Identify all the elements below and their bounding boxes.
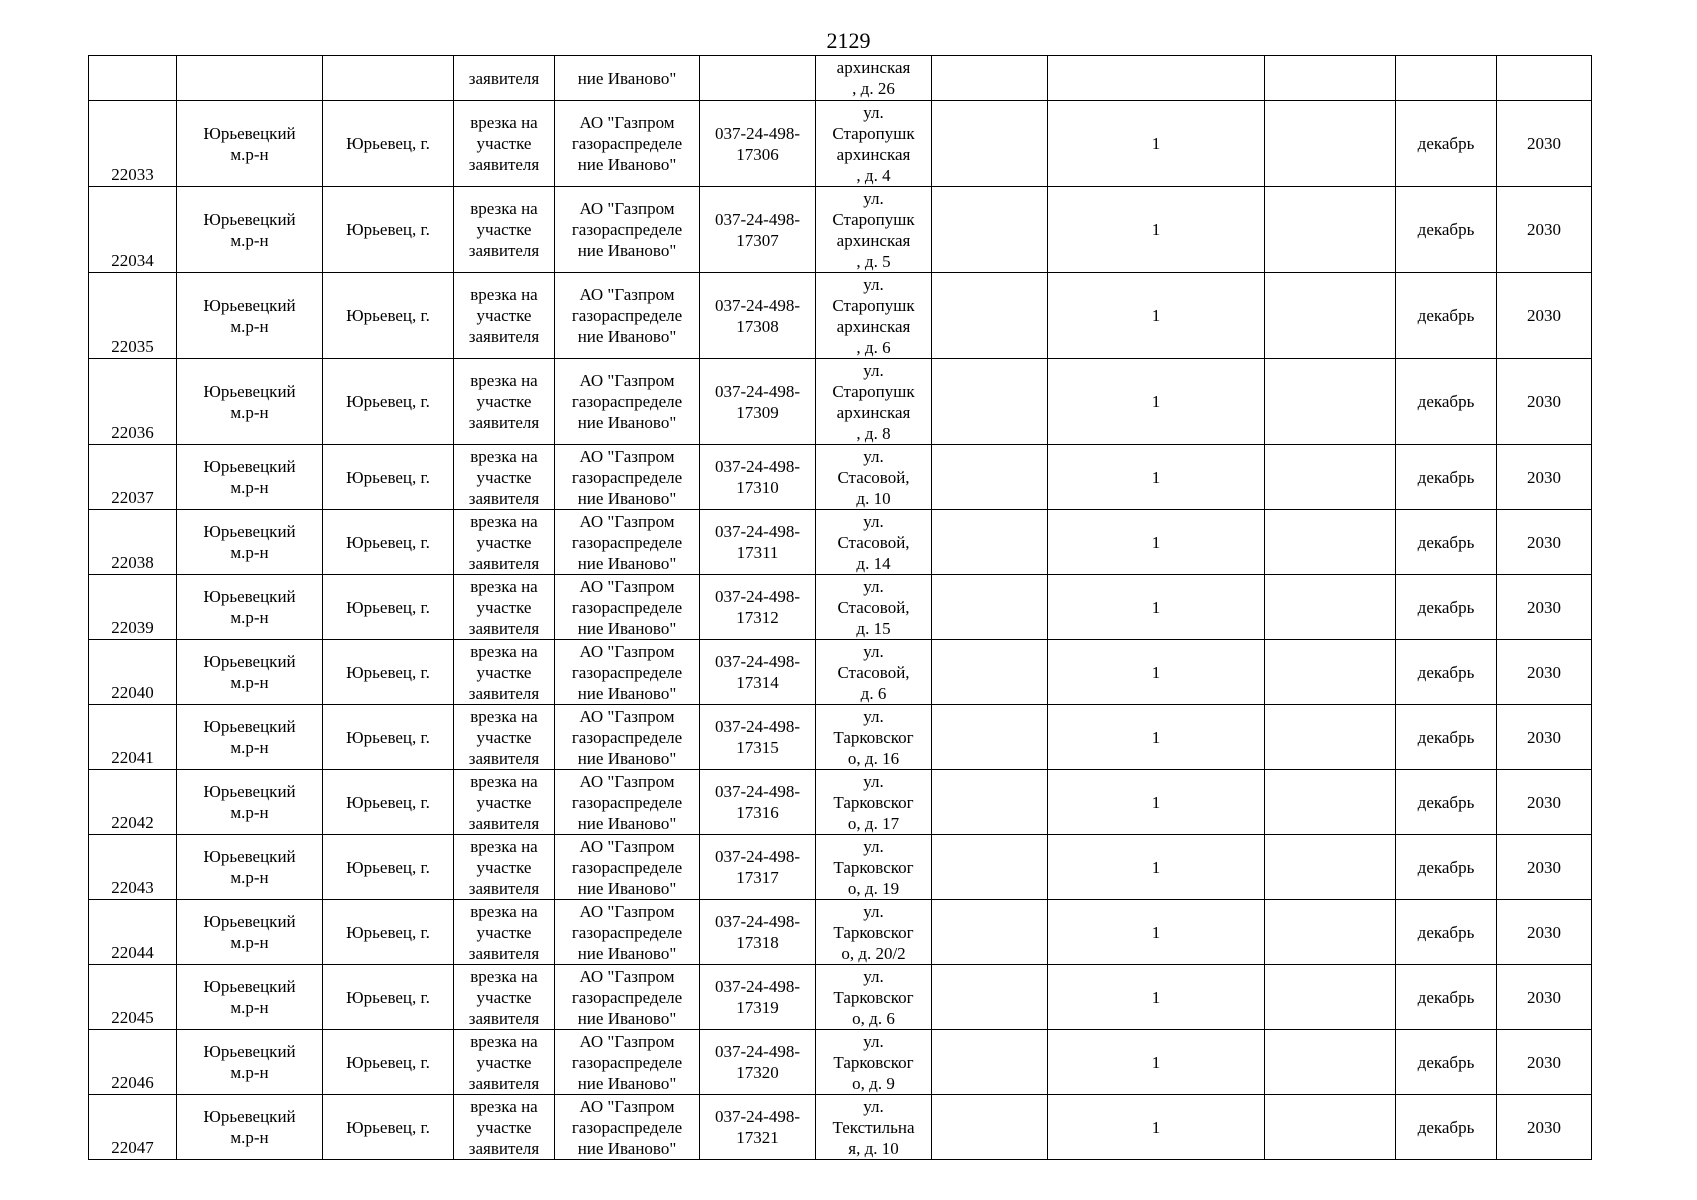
cell-month: декабрь	[1396, 640, 1497, 705]
cell-quantity: 1	[1048, 705, 1265, 770]
cell-address: ул. Стасовой, д. 15	[816, 575, 932, 640]
cell-locality: Юрьевец, г.	[323, 1030, 454, 1095]
cell-month: декабрь	[1396, 273, 1497, 359]
cell-locality: Юрьевец, г.	[323, 510, 454, 575]
cell-row-number: 22041	[89, 705, 177, 770]
cell-year: 2030	[1497, 770, 1592, 835]
cell-empty	[932, 835, 1048, 900]
cell-connection-type: врезка на участке заявителя	[454, 770, 555, 835]
table-row-continued	[89, 56, 1592, 101]
cell-locality	[323, 56, 454, 101]
cell-operator: АО "Газпром газораспределе ние Иваново"	[555, 835, 700, 900]
cell-year: 2030	[1497, 1095, 1592, 1160]
cell-district: Юрьевецкий м.р-н	[177, 640, 323, 705]
cell-address: ул. Тарковског о, д. 16	[816, 705, 932, 770]
cell-object-code: 037-24-498- 17306	[700, 101, 816, 187]
cell-empty	[932, 965, 1048, 1030]
cell-district: Юрьевецкий м.р-н	[177, 1095, 323, 1160]
cell-month: декабрь	[1396, 965, 1497, 1030]
cell-district: Юрьевецкий м.р-н	[177, 187, 323, 273]
cell-connection-type: врезка на участке заявителя	[454, 575, 555, 640]
cell-empty	[1265, 705, 1396, 770]
cell-locality: Юрьевец, г.	[323, 445, 454, 510]
cell-empty	[932, 273, 1048, 359]
cell-connection-type: врезка на участке заявителя	[454, 835, 555, 900]
cell-address: ул. Тарковског о, д. 6	[816, 965, 932, 1030]
cell-empty	[932, 900, 1048, 965]
table-row	[89, 187, 1592, 273]
cell-empty	[1265, 359, 1396, 445]
cell-connection-type: врезка на участке заявителя	[454, 1095, 555, 1160]
table-row	[89, 575, 1592, 640]
cell-month: декабрь	[1396, 187, 1497, 273]
cell-district: Юрьевецкий м.р-н	[177, 705, 323, 770]
cell-address: ул. Старопушк архинская , д. 4	[816, 101, 932, 187]
cell-row-number: 22034	[89, 187, 177, 273]
table-row	[89, 445, 1592, 510]
cell-row-number: 22033	[89, 101, 177, 187]
cell-month: декабрь	[1396, 445, 1497, 510]
cell-empty	[1265, 575, 1396, 640]
cell-year: 2030	[1497, 835, 1592, 900]
cell-row-number	[89, 56, 177, 101]
cell-district: Юрьевецкий м.р-н	[177, 770, 323, 835]
cell-empty	[1265, 445, 1396, 510]
cell-year: 2030	[1497, 705, 1592, 770]
cell-row-number: 22047	[89, 1095, 177, 1160]
cell-operator: АО "Газпром газораспределе ние Иваново"	[555, 359, 700, 445]
cell-row-number: 22042	[89, 770, 177, 835]
cell-month: декабрь	[1396, 575, 1497, 640]
cell-year: 2030	[1497, 273, 1592, 359]
cell-empty	[1265, 965, 1396, 1030]
cell-operator: АО "Газпром газораспределе ние Иваново"	[555, 1095, 700, 1160]
register-table	[88, 55, 1592, 1160]
cell-district	[177, 56, 323, 101]
table-row	[89, 510, 1592, 575]
cell-address: ул. Тарковског о, д. 9	[816, 1030, 932, 1095]
cell-address: ул. Тарковског о, д. 20/2	[816, 900, 932, 965]
cell-month: декабрь	[1396, 770, 1497, 835]
cell-operator: АО "Газпром газораспределе ние Иваново"	[555, 705, 700, 770]
cell-empty	[932, 510, 1048, 575]
cell-connection-type: врезка на участке заявителя	[454, 640, 555, 705]
cell-connection-type: заявителя	[454, 56, 555, 101]
cell-quantity: 1	[1048, 835, 1265, 900]
cell-object-code: 037-24-498- 17315	[700, 705, 816, 770]
cell-year: 2030	[1497, 900, 1592, 965]
cell-quantity: 1	[1048, 900, 1265, 965]
cell-object-code: 037-24-498- 17307	[700, 187, 816, 273]
cell-district: Юрьевецкий м.р-н	[177, 900, 323, 965]
table-row	[89, 101, 1592, 187]
cell-quantity: 1	[1048, 1095, 1265, 1160]
cell-address: ул. Старопушк архинская , д. 5	[816, 187, 932, 273]
cell-address: ул. Стасовой, д. 10	[816, 445, 932, 510]
cell-connection-type: врезка на участке заявителя	[454, 965, 555, 1030]
cell-district: Юрьевецкий м.р-н	[177, 1030, 323, 1095]
cell-locality: Юрьевец, г.	[323, 705, 454, 770]
cell-quantity: 1	[1048, 575, 1265, 640]
cell-operator: ние Иваново"	[555, 56, 700, 101]
cell-empty	[1265, 900, 1396, 965]
cell-year	[1497, 56, 1592, 101]
cell-district: Юрьевецкий м.р-н	[177, 101, 323, 187]
cell-operator: АО "Газпром газораспределе ние Иваново"	[555, 510, 700, 575]
cell-empty	[932, 1030, 1048, 1095]
cell-month: декабрь	[1396, 1095, 1497, 1160]
cell-district: Юрьевецкий м.р-н	[177, 835, 323, 900]
cell-empty	[932, 640, 1048, 705]
cell-row-number: 22037	[89, 445, 177, 510]
cell-quantity: 1	[1048, 510, 1265, 575]
cell-empty	[932, 1095, 1048, 1160]
cell-operator: АО "Газпром газораспределе ние Иваново"	[555, 187, 700, 273]
cell-row-number: 22038	[89, 510, 177, 575]
page-number: 2129	[826, 28, 871, 53]
cell-empty	[1265, 187, 1396, 273]
cell-locality: Юрьевец, г.	[323, 575, 454, 640]
cell-row-number: 22046	[89, 1030, 177, 1095]
cell-connection-type: врезка на участке заявителя	[454, 445, 555, 510]
cell-quantity: 1	[1048, 187, 1265, 273]
cell-locality: Юрьевец, г.	[323, 640, 454, 705]
cell-locality: Юрьевец, г.	[323, 965, 454, 1030]
cell-object-code: 037-24-498- 17320	[700, 1030, 816, 1095]
cell-address: ул. Тарковског о, д. 17	[816, 770, 932, 835]
cell-row-number: 22035	[89, 273, 177, 359]
cell-locality: Юрьевец, г.	[323, 900, 454, 965]
cell-connection-type: врезка на участке заявителя	[454, 187, 555, 273]
cell-empty	[932, 359, 1048, 445]
cell-district: Юрьевецкий м.р-н	[177, 510, 323, 575]
cell-empty	[1265, 1030, 1396, 1095]
cell-object-code: 037-24-498- 17312	[700, 575, 816, 640]
cell-empty	[1265, 770, 1396, 835]
cell-empty	[1265, 1095, 1396, 1160]
cell-quantity	[1048, 56, 1265, 101]
cell-connection-type: врезка на участке заявителя	[454, 705, 555, 770]
table-row	[89, 900, 1592, 965]
cell-object-code: 037-24-498- 17308	[700, 273, 816, 359]
cell-quantity: 1	[1048, 101, 1265, 187]
cell-connection-type: врезка на участке заявителя	[454, 359, 555, 445]
cell-quantity: 1	[1048, 359, 1265, 445]
cell-empty	[932, 770, 1048, 835]
cell-connection-type: врезка на участке заявителя	[454, 1030, 555, 1095]
cell-empty	[1265, 56, 1396, 101]
cell-address: ул. Стасовой, д. 14	[816, 510, 932, 575]
cell-empty	[932, 445, 1048, 510]
cell-empty	[1265, 835, 1396, 900]
table-row	[89, 965, 1592, 1030]
cell-address: ул. Старопушк архинская , д. 6	[816, 273, 932, 359]
cell-quantity: 1	[1048, 965, 1265, 1030]
cell-district: Юрьевецкий м.р-н	[177, 359, 323, 445]
cell-year: 2030	[1497, 187, 1592, 273]
cell-locality: Юрьевец, г.	[323, 835, 454, 900]
cell-district: Юрьевецкий м.р-н	[177, 965, 323, 1030]
cell-year: 2030	[1497, 965, 1592, 1030]
cell-row-number: 22036	[89, 359, 177, 445]
cell-month: декабрь	[1396, 900, 1497, 965]
cell-operator: АО "Газпром газораспределе ние Иваново"	[555, 900, 700, 965]
cell-district: Юрьевецкий м.р-н	[177, 575, 323, 640]
cell-year: 2030	[1497, 1030, 1592, 1095]
cell-quantity: 1	[1048, 770, 1265, 835]
cell-operator: АО "Газпром газораспределе ние Иваново"	[555, 273, 700, 359]
cell-locality: Юрьевец, г.	[323, 187, 454, 273]
table-row	[89, 835, 1592, 900]
cell-row-number: 22043	[89, 835, 177, 900]
table-body	[89, 56, 1592, 1160]
cell-quantity: 1	[1048, 640, 1265, 705]
cell-locality: Юрьевец, г.	[323, 101, 454, 187]
cell-locality: Юрьевец, г.	[323, 359, 454, 445]
cell-address: ул. Стасовой, д. 6	[816, 640, 932, 705]
cell-operator: АО "Газпром газораспределе ние Иваново"	[555, 640, 700, 705]
cell-row-number: 22045	[89, 965, 177, 1030]
cell-connection-type: врезка на участке заявителя	[454, 101, 555, 187]
cell-month: декабрь	[1396, 359, 1497, 445]
table-row	[89, 770, 1592, 835]
cell-address: ул. Тарковског о, д. 19	[816, 835, 932, 900]
table-row	[89, 1030, 1592, 1095]
cell-quantity: 1	[1048, 445, 1265, 510]
cell-operator: АО "Газпром газораспределе ние Иваново"	[555, 1030, 700, 1095]
cell-operator: АО "Газпром газораспределе ние Иваново"	[555, 575, 700, 640]
cell-object-code: 037-24-498- 17314	[700, 640, 816, 705]
cell-empty	[932, 101, 1048, 187]
table-row	[89, 273, 1592, 359]
cell-operator: АО "Газпром газораспределе ние Иваново"	[555, 770, 700, 835]
cell-row-number: 22040	[89, 640, 177, 705]
cell-object-code: 037-24-498- 17309	[700, 359, 816, 445]
cell-locality: Юрьевец, г.	[323, 770, 454, 835]
cell-row-number: 22044	[89, 900, 177, 965]
cell-operator: АО "Газпром газораспределе ние Иваново"	[555, 965, 700, 1030]
cell-connection-type: врезка на участке заявителя	[454, 900, 555, 965]
cell-year: 2030	[1497, 510, 1592, 575]
cell-row-number: 22039	[89, 575, 177, 640]
cell-quantity: 1	[1048, 1030, 1265, 1095]
cell-connection-type: врезка на участке заявителя	[454, 510, 555, 575]
cell-empty	[1265, 273, 1396, 359]
table-row	[89, 1095, 1592, 1160]
cell-month: декабрь	[1396, 510, 1497, 575]
cell-empty	[932, 575, 1048, 640]
cell-connection-type: врезка на участке заявителя	[454, 273, 555, 359]
cell-address: архинская , д. 26	[816, 56, 932, 101]
cell-empty	[932, 705, 1048, 770]
table-row	[89, 640, 1592, 705]
cell-address: ул. Текстильна я, д. 10	[816, 1095, 932, 1160]
cell-year: 2030	[1497, 575, 1592, 640]
cell-locality: Юрьевец, г.	[323, 1095, 454, 1160]
cell-empty	[1265, 510, 1396, 575]
cell-empty	[932, 187, 1048, 273]
cell-object-code: 037-24-498- 17321	[700, 1095, 816, 1160]
cell-month: декабрь	[1396, 101, 1497, 187]
cell-object-code: 037-24-498- 17317	[700, 835, 816, 900]
cell-month	[1396, 56, 1497, 101]
cell-object-code: 037-24-498- 17311	[700, 510, 816, 575]
cell-district: Юрьевецкий м.р-н	[177, 273, 323, 359]
cell-object-code: 037-24-498- 17316	[700, 770, 816, 835]
cell-object-code	[700, 56, 816, 101]
table-row	[89, 705, 1592, 770]
cell-quantity: 1	[1048, 273, 1265, 359]
cell-operator: АО "Газпром газораспределе ние Иваново"	[555, 101, 700, 187]
cell-year: 2030	[1497, 359, 1592, 445]
cell-year: 2030	[1497, 445, 1592, 510]
cell-locality: Юрьевец, г.	[323, 273, 454, 359]
cell-empty	[932, 56, 1048, 101]
cell-district: Юрьевецкий м.р-н	[177, 445, 323, 510]
cell-empty	[1265, 101, 1396, 187]
cell-address: ул. Старопушк архинская , д. 8	[816, 359, 932, 445]
cell-month: декабрь	[1396, 1030, 1497, 1095]
cell-month: декабрь	[1396, 705, 1497, 770]
table-row	[89, 359, 1592, 445]
cell-object-code: 037-24-498- 17310	[700, 445, 816, 510]
cell-object-code: 037-24-498- 17319	[700, 965, 816, 1030]
cell-year: 2030	[1497, 640, 1592, 705]
cell-empty	[1265, 640, 1396, 705]
cell-object-code: 037-24-498- 17318	[700, 900, 816, 965]
cell-month: декабрь	[1396, 835, 1497, 900]
cell-year: 2030	[1497, 101, 1592, 187]
cell-operator: АО "Газпром газораспределе ние Иваново"	[555, 445, 700, 510]
